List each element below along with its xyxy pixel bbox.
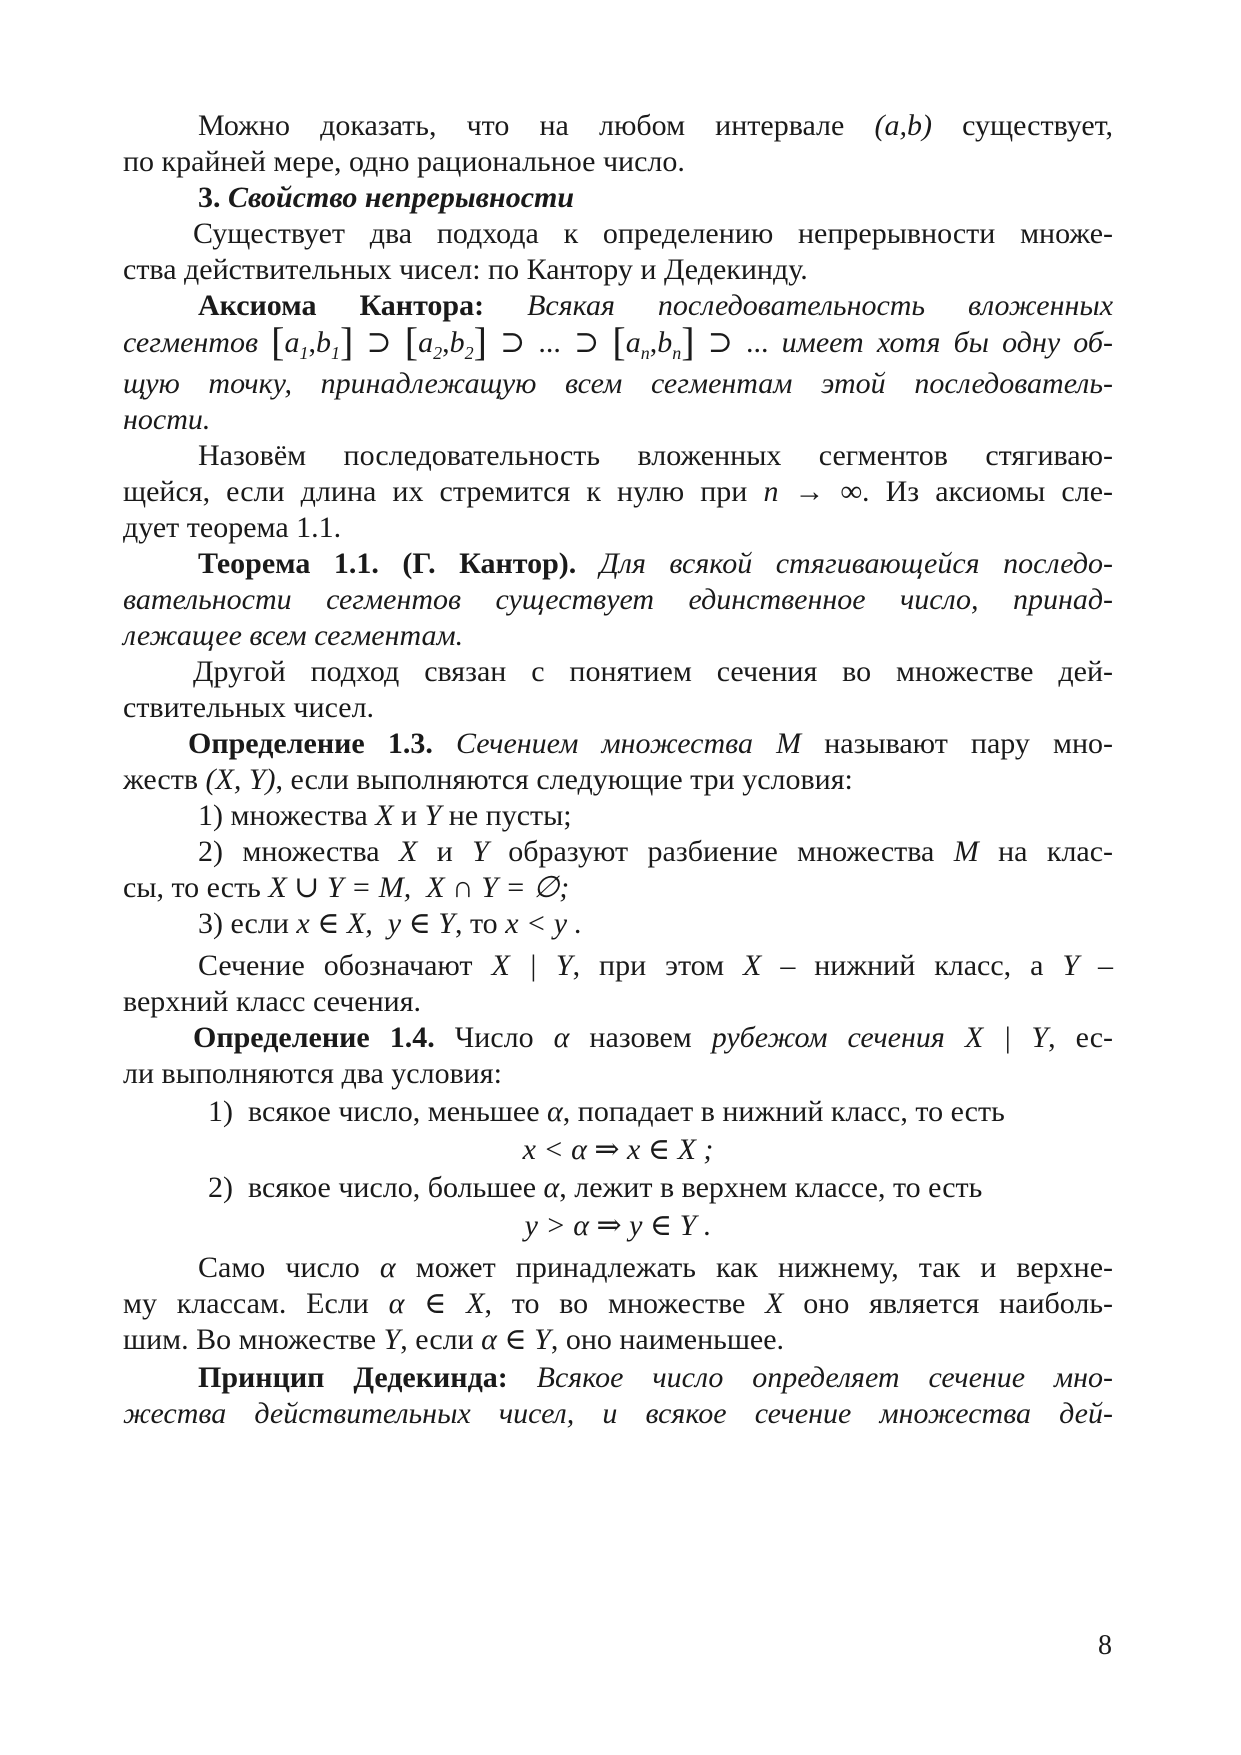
- math-var: Y: [1062, 949, 1080, 982]
- axiom-line: [198, 288, 1113, 324]
- paragraph-line: [123, 1322, 1113, 1358]
- text: –: [1098, 949, 1113, 982]
- definition-term: Сечением множества M: [456, 727, 802, 760]
- principle-text: жества действительных чисел, и всякое сечение множества дей-: [123, 1397, 1113, 1430]
- math-alpha: α: [553, 1021, 570, 1054]
- definition-label: Определение 1.4.: [193, 1021, 435, 1054]
- text: , попадает в нижний класс, то есть: [562, 1095, 1005, 1128]
- math-var: Y: [472, 835, 489, 868]
- text: Назовём последовательность вложенных сегментов стягиваю-: [198, 439, 1113, 472]
- text: ли выполняются два условия:: [123, 1057, 502, 1090]
- text: му классам. Если: [123, 1287, 369, 1320]
- text: Сечение обозначают: [198, 949, 473, 982]
- condition-item: [123, 870, 1113, 906]
- text: . Из аксиомы сле-: [862, 475, 1114, 508]
- math-var: M: [953, 835, 979, 868]
- math-limit: n → ∞: [763, 475, 863, 508]
- section-title: Свойство непрерывности: [228, 181, 575, 214]
- math-var: Y: [383, 1323, 401, 1356]
- text: 2) множества: [198, 835, 380, 868]
- text: , лежит в верхнем классе, то есть: [559, 1171, 983, 1204]
- formula-line: [123, 1208, 1113, 1244]
- theorem-line: [123, 618, 1113, 654]
- text: Существует два подхода к определению непрерывности множе-: [193, 217, 1113, 250]
- text: дует теорема 1.1.: [123, 511, 342, 544]
- math-var: X: [743, 949, 762, 982]
- text: образуют разбиение множества: [508, 835, 935, 868]
- axiom-text: щую точку, принадлежащую всем сегментам этой последователь-: [123, 367, 1113, 400]
- axiom-text: Всякая последовательность вложенных: [527, 289, 1114, 322]
- paragraph-line: [198, 948, 1113, 984]
- text: , при этом: [572, 949, 725, 982]
- text: ства действительных чисел: по Кантору и Дедекинду.: [123, 253, 808, 286]
- text: на клас-: [998, 835, 1114, 868]
- paragraph-line: [123, 984, 1113, 1020]
- text: и: [401, 799, 418, 832]
- text: щейся, если длина их стремится к нулю при: [123, 475, 748, 508]
- math-pair: (X, Y): [205, 763, 276, 796]
- paragraph-line: [123, 474, 1113, 510]
- axiom-label: Аксиома Кантора:: [198, 289, 485, 322]
- text: 1) множества: [198, 799, 368, 832]
- math-formula: α ∈ X: [388, 1287, 485, 1320]
- math-alpha: α: [543, 1171, 560, 1204]
- paragraph-line: [198, 108, 1113, 144]
- principle-line: [123, 1396, 1113, 1432]
- axiom-line: [123, 366, 1113, 402]
- math-interval: (a,b): [874, 109, 932, 142]
- principle-text: Всякое число определяет сечение мно-: [536, 1361, 1114, 1394]
- axiom-text: ности.: [123, 403, 211, 436]
- definition-line: [123, 762, 1113, 798]
- text: существует,: [962, 109, 1114, 142]
- list-item: [208, 1094, 1113, 1130]
- definition-line: [188, 726, 1113, 762]
- math-var: Y: [424, 799, 442, 832]
- text: , если: [400, 1323, 474, 1356]
- condition-item: [198, 834, 1113, 870]
- math-formula: x ∈ X, y ∈ Y: [296, 907, 455, 940]
- math-cut: X | Y: [964, 1021, 1049, 1054]
- paragraph-line: [193, 654, 1113, 690]
- paragraph-line: [123, 252, 1113, 288]
- principle-label: Принцип Дедекинда:: [198, 1361, 508, 1394]
- text: – нижний класс, а: [780, 949, 1044, 982]
- math-segments: $[a_1,b_1]$ ⊃ $[a_2,b_2]$ ⊃ ... ⊃ $[a_n,b_n]$ ⊃ ...: [271, 319, 769, 364]
- text: назовем: [589, 1021, 692, 1054]
- principle-line: [198, 1360, 1113, 1396]
- text: не пусты;: [448, 799, 572, 832]
- text: ствительных чисел.: [123, 691, 375, 724]
- math-var: X: [398, 835, 418, 868]
- definition-line: [193, 1020, 1113, 1056]
- text: Число: [454, 1021, 534, 1054]
- paragraph-line: [193, 216, 1113, 252]
- paragraph-line: [198, 1250, 1113, 1286]
- page-number: 8: [1098, 1630, 1112, 1661]
- paragraph-line: [123, 690, 1113, 726]
- math-var: X: [765, 1287, 784, 1320]
- math-var: X: [375, 799, 394, 832]
- axiom-text: сегментов: [123, 326, 258, 359]
- text: называют пару мно-: [824, 727, 1114, 760]
- theorem-line: [198, 546, 1113, 582]
- text: Другой подход связан с понятием сечения во множестве дей-: [193, 655, 1113, 688]
- axiom-line: [123, 402, 1113, 438]
- text: , то во множестве: [484, 1287, 746, 1320]
- theorem-line: [123, 582, 1113, 618]
- text: может принадлежать как нижнему, так и верхне-: [415, 1251, 1114, 1284]
- text: Можно доказать, что на любом интервале: [198, 109, 845, 142]
- math-formula: α ∈ Y: [481, 1323, 551, 1356]
- definition-term: рубежом сечения: [711, 1021, 945, 1054]
- list-item: [208, 1170, 1113, 1206]
- text: верхний класс сечения.: [123, 985, 422, 1018]
- text: 1) всякое число, меньшее: [208, 1095, 540, 1128]
- text: , оно наименьшее.: [550, 1323, 785, 1356]
- text: оно является наиболь-: [803, 1287, 1114, 1320]
- paragraph-line: [123, 1286, 1113, 1322]
- paragraph-line: [123, 510, 1113, 546]
- text: 2) всякое число, большее: [208, 1171, 537, 1204]
- math-cut: X | Y: [491, 949, 573, 982]
- axiom-line: [123, 319, 1113, 371]
- math-alpha: α: [379, 1251, 396, 1284]
- text: Само число: [198, 1251, 360, 1284]
- theorem-text: вательности сегментов существует единственное число, принад-: [123, 583, 1113, 616]
- definition-label: Определение 1.3.: [188, 727, 433, 760]
- math-formula: X ∪ Y = M, X ∩ Y = ∅;: [268, 871, 570, 904]
- text: шим. Во множестве: [123, 1323, 377, 1356]
- section-number: 3.: [198, 181, 221, 214]
- paragraph-line: [123, 144, 1113, 180]
- math-formula: x < y .: [505, 907, 583, 940]
- condition-item: [198, 798, 1113, 834]
- theorem-text: Для всякой стягивающейся последо-: [599, 547, 1114, 580]
- math-formula: y > α ⇒ y ∈ Y .: [524, 1209, 712, 1242]
- definition-line: [123, 1056, 1113, 1092]
- theorem-label: Теорема 1.1. (Г. Кантор).: [198, 547, 577, 580]
- text: , ес-: [1048, 1021, 1114, 1054]
- text: сы, то есть: [123, 871, 261, 904]
- formula-line: [123, 1132, 1113, 1168]
- theorem-text: лежащее всем сегментам.: [123, 619, 464, 652]
- text: и: [436, 835, 453, 868]
- section-heading: [198, 180, 1113, 216]
- text: 3) если: [198, 907, 289, 940]
- text: жеств: [123, 763, 198, 796]
- math-alpha: α: [547, 1095, 563, 1128]
- math-formula: x < α ⇒ x ∈ X ;: [522, 1133, 714, 1166]
- condition-item: [198, 906, 1113, 942]
- text: по крайней мере, одно рациональное число.: [123, 145, 685, 178]
- text: , если выполняются следующие три условия:: [275, 763, 853, 796]
- paragraph-line: [198, 438, 1113, 474]
- text: , то: [454, 907, 498, 940]
- axiom-text: имеет хотя бы одну об-: [781, 326, 1113, 359]
